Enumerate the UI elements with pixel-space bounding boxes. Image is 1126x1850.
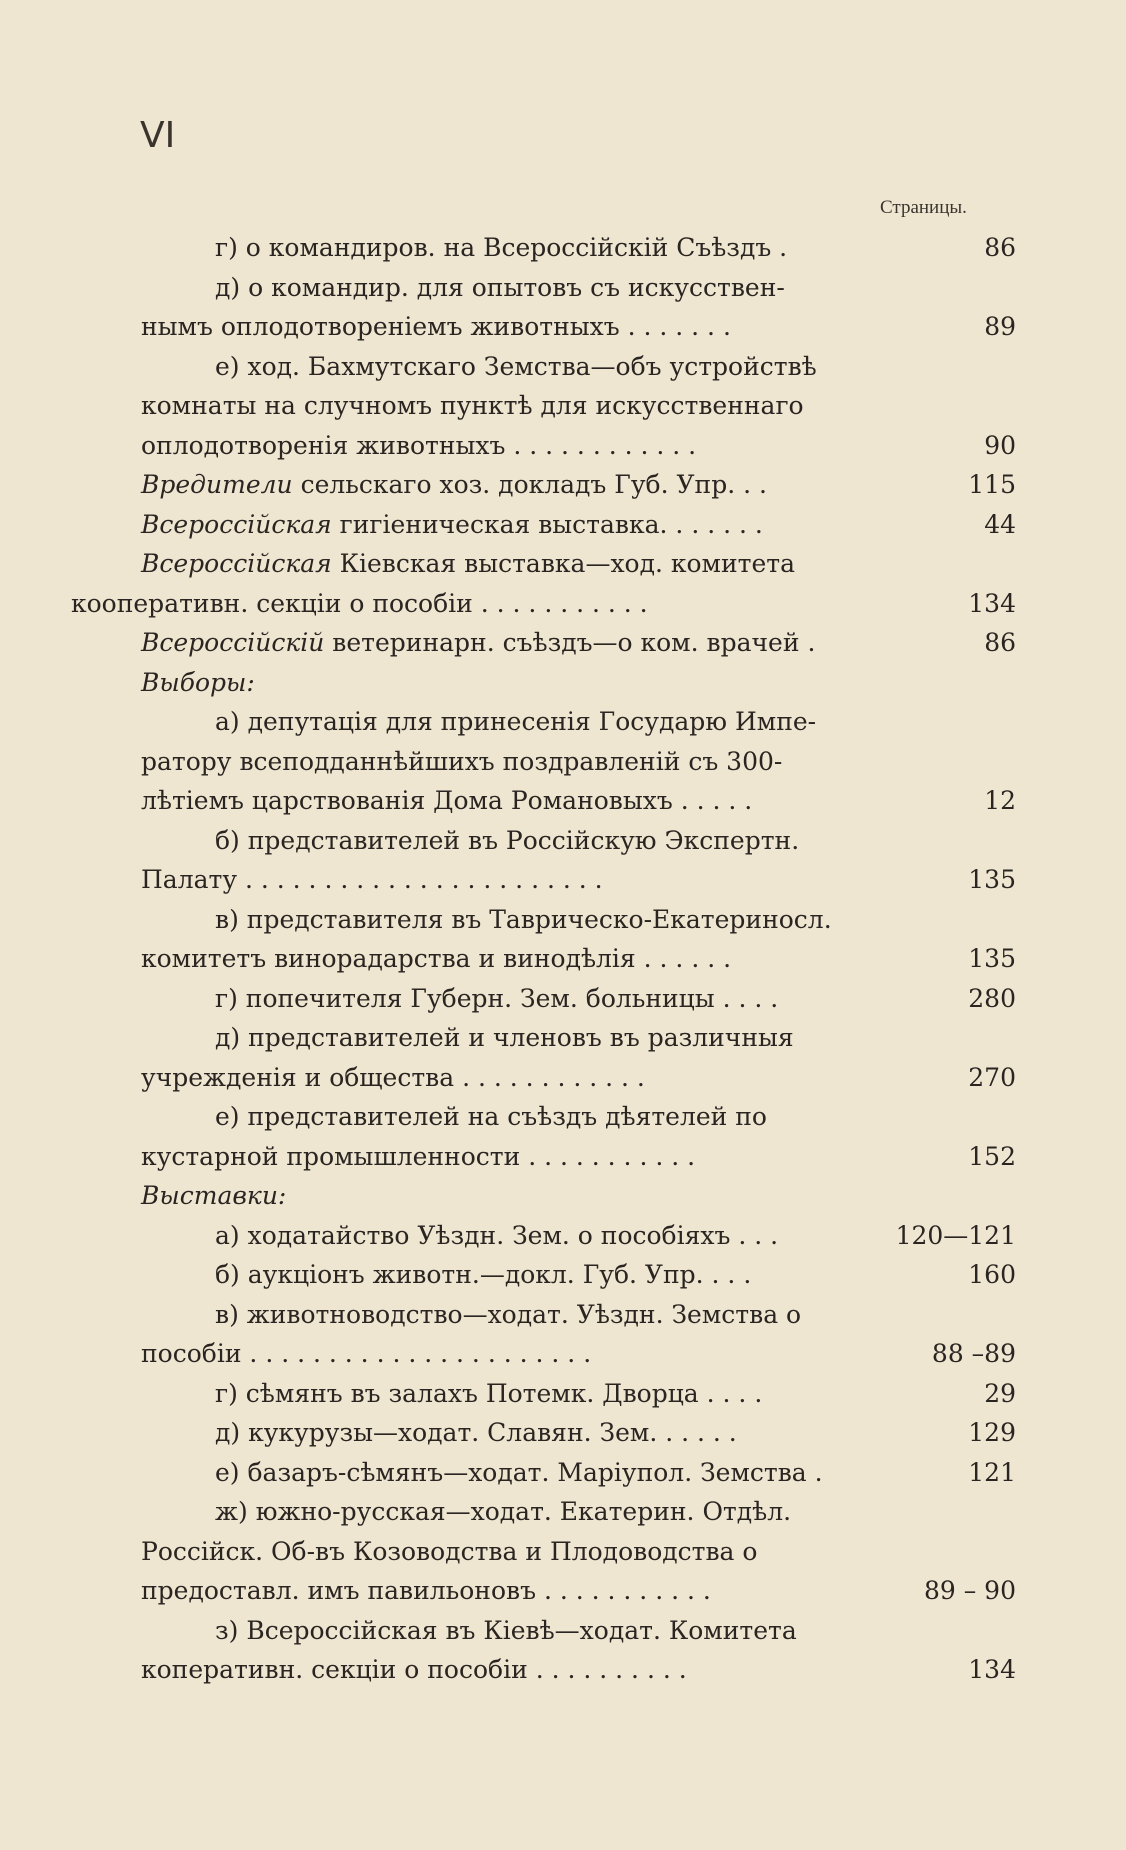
index-entry-line [0, 1178, 1126, 1214]
entry-body: е) ход. Бахмутскаго Земства—объ устройствѣ [215, 351, 817, 381]
entry-body: а) ходатайство Уѣздн. Зем. о пособіяхъ . . . [215, 1220, 779, 1250]
entry-text [215, 1455, 823, 1491]
entry-text [215, 1020, 794, 1056]
entry-body: Россійск. Об-въ Козоводства и Плодоводства о [141, 1536, 758, 1566]
entry-text [141, 428, 696, 464]
entry-text [215, 902, 832, 938]
entry-body: е) базаръ-сѣмянъ—ходат. Маріупол. Земства . [215, 1457, 823, 1487]
entry-body: комитетъ винорадарства и винодѣлія . . . . . . [141, 944, 732, 973]
index-entry-line [0, 902, 1126, 938]
entry-text [141, 467, 767, 503]
index-entry-line [0, 981, 1126, 1017]
entry-heading: Всероссійская [141, 509, 332, 539]
entry-page-number: 270 [968, 1062, 1016, 1092]
index-entry-line [0, 586, 1126, 622]
entry-text [141, 1178, 286, 1214]
index-entry-line [0, 665, 1126, 701]
entry-page-number: 280 [968, 983, 1016, 1013]
index-entry-line [0, 1573, 1126, 1609]
index-entry-line [0, 862, 1126, 898]
index-entry-line [0, 1613, 1126, 1649]
entry-body: б) аукціонъ животн.—докл. Губ. Упр. . . . [215, 1260, 752, 1289]
entry-text [215, 1415, 737, 1451]
entry-page-number: 88 –89 [931, 1339, 1016, 1368]
entry-body: г) попечителя Губерн. Зем. больницы . . . . [215, 983, 779, 1013]
entry-body: з) Всероссійская въ Кіевѣ—ходат. Комитета [215, 1615, 797, 1645]
index-entry-line [0, 1415, 1126, 1451]
index-entry-line [0, 1297, 1126, 1333]
entry-text [215, 1218, 778, 1254]
entry-body: д) представителей и членовъ въ различныя [215, 1023, 794, 1052]
entry-text [215, 1099, 767, 1135]
index-entry-line [0, 1020, 1126, 1056]
entry-body: ж) южно-русская—ходат. Екатерин. Отдѣл. [215, 1497, 792, 1526]
index-entry-line [0, 428, 1126, 464]
entry-body: оплодотворенія животныхъ . . . . . . . . . . . . [141, 430, 697, 460]
entry-body: коперативн. секціи о пособіи . . . . . . . . . . [141, 1655, 687, 1684]
entry-body: гигіеническая выставка. . . . . . . [331, 509, 763, 539]
entry-body: ратору всеподданнѣйшихъ поздравленій съ 300- [141, 746, 783, 776]
index-entry-line [0, 1257, 1126, 1293]
entry-text [215, 1376, 762, 1412]
entry-text [141, 1139, 695, 1175]
page-number: VI [140, 115, 176, 156]
entry-body: кооперативн. секціи о пособіи . . . . . . . . . . . [71, 588, 648, 618]
entry-text [141, 507, 763, 543]
entry-text [141, 941, 731, 977]
pages-column-header: Страницы. [880, 197, 967, 218]
index-entry-line [0, 1534, 1126, 1570]
entry-heading: Выставки: [141, 1181, 287, 1210]
index-entry-line [0, 349, 1126, 385]
index-entry-line [0, 270, 1126, 306]
entry-page-number: 134 [968, 588, 1016, 618]
entry-body: е) представителей на съѣздъ дѣятелей по [215, 1102, 767, 1131]
entry-body: Кіевская выставка—ход. комитета [331, 549, 796, 578]
entry-text [141, 665, 255, 701]
entry-page-number: 86 [984, 628, 1016, 657]
index-entry-line [0, 1376, 1126, 1412]
entry-body: д) кукурузы—ходат. Славян. Зем. . . . . . [215, 1418, 737, 1447]
index-entry-line [0, 230, 1126, 266]
index-entry-line [0, 1060, 1126, 1096]
index-entry-line [0, 744, 1126, 780]
entry-page-number: 12 [984, 786, 1016, 815]
entry-body: г) сѣмянъ въ залахъ Потемк. Дворца . . . . [215, 1378, 763, 1408]
entry-text [141, 388, 804, 424]
entry-text [141, 1573, 711, 1609]
entry-heading: Выборы: [141, 667, 255, 697]
index-entry-line [0, 625, 1126, 661]
index-entry-line [0, 1455, 1126, 1491]
entry-page-number: 160 [968, 1260, 1016, 1289]
entry-text [141, 1336, 591, 1372]
entry-page-number: 129 [968, 1418, 1016, 1447]
entry-body: б) представителей въ Россійскую Экспертн. [215, 825, 800, 855]
entry-text [215, 1297, 801, 1333]
entry-page-number: 134 [968, 1655, 1016, 1684]
entry-page-number: 89 – 90 [923, 1576, 1016, 1605]
entry-text [141, 309, 731, 345]
index-entry-line [0, 941, 1126, 977]
index-entry-line [0, 704, 1126, 740]
entry-body: сельскаго хоз. докладъ Губ. Упр. . . [292, 470, 767, 499]
index-entry-line [0, 783, 1126, 819]
entry-body: нымъ оплодотвореніемъ животныхъ . . . . . . . [141, 312, 731, 341]
index-entry-line [0, 507, 1126, 543]
index-entry-line [0, 546, 1126, 582]
entry-text [215, 1257, 751, 1293]
entry-body: Палату . . . . . . . . . . . . . . . . . . . . . . . [141, 865, 603, 894]
entry-page-number: 44 [984, 509, 1016, 539]
entry-text [141, 862, 603, 898]
entry-page-number: 89 [984, 312, 1016, 341]
entry-text [215, 704, 816, 740]
entry-text [215, 270, 785, 306]
entry-text [215, 349, 817, 385]
entry-text [141, 546, 795, 582]
entry-page-number: 86 [984, 233, 1016, 262]
entry-page-number: 121 [968, 1457, 1016, 1487]
index-entry-line [0, 1336, 1126, 1372]
entry-page-number: 90 [984, 430, 1016, 460]
entry-text [215, 1613, 797, 1649]
index-entry-line [0, 1494, 1126, 1530]
entry-text [141, 1534, 757, 1570]
entry-text [215, 230, 787, 266]
entry-heading: Всероссійская [141, 549, 332, 578]
entry-text [215, 981, 778, 1017]
entry-text [141, 783, 752, 819]
entry-page-number: 120—121 [895, 1220, 1016, 1250]
index-entry-line [0, 823, 1126, 859]
entry-body: в) представителя въ Таврическо-Екатериносл. [215, 904, 832, 934]
entry-body: в) животноводство—ходат. Уѣздн. Земства о [215, 1299, 802, 1329]
entry-body: г) о командиров. на Всероссійскій Съѣздъ . [215, 233, 788, 262]
index-entry-line [0, 1139, 1126, 1175]
entry-heading: Всероссійскій [141, 628, 325, 657]
entry-text [71, 586, 648, 622]
entry-body: д) о командир. для опытовъ съ искусствен- [215, 272, 785, 302]
index-entry-line [0, 467, 1126, 503]
entry-text [141, 1652, 687, 1688]
index-entry-line [0, 309, 1126, 345]
entry-text [141, 744, 782, 780]
index-entry-line [0, 1218, 1126, 1254]
entry-text [215, 823, 799, 859]
entry-body: пособіи . . . . . . . . . . . . . . . . . . . . . . [141, 1339, 592, 1368]
entry-page-number: 29 [984, 1378, 1016, 1408]
entry-body: комнаты на случномъ пунктѣ для искусственнаго [141, 391, 804, 420]
entry-heading: Вредители [141, 470, 293, 499]
index-entry-line [0, 1099, 1126, 1135]
entry-body: учрежденія и общества . . . . . . . . . . . . [141, 1062, 645, 1092]
entry-page-number: 135 [968, 865, 1016, 894]
index-entry-line [0, 388, 1126, 424]
entry-body: лѣтіемъ царствованія Дома Романовыхъ . . . . . [141, 786, 753, 815]
entry-body: ветеринарн. съѣздъ—о ком. врачей . [324, 628, 816, 657]
entry-text [141, 1060, 645, 1096]
entry-page-number: 115 [968, 470, 1016, 499]
entry-page-number: 152 [968, 1141, 1016, 1171]
entry-text [141, 625, 815, 661]
entry-body: предоставл. имъ павильоновъ . . . . . . . . . . . [141, 1576, 711, 1605]
index-entry-line [0, 1652, 1126, 1688]
entry-body: а) депутація для принесенія Государю Импе- [215, 707, 817, 736]
entry-page-number: 135 [968, 944, 1016, 973]
entry-text [215, 1494, 791, 1530]
entry-body: кустарной промышленности . . . . . . . . . . . [141, 1141, 696, 1171]
